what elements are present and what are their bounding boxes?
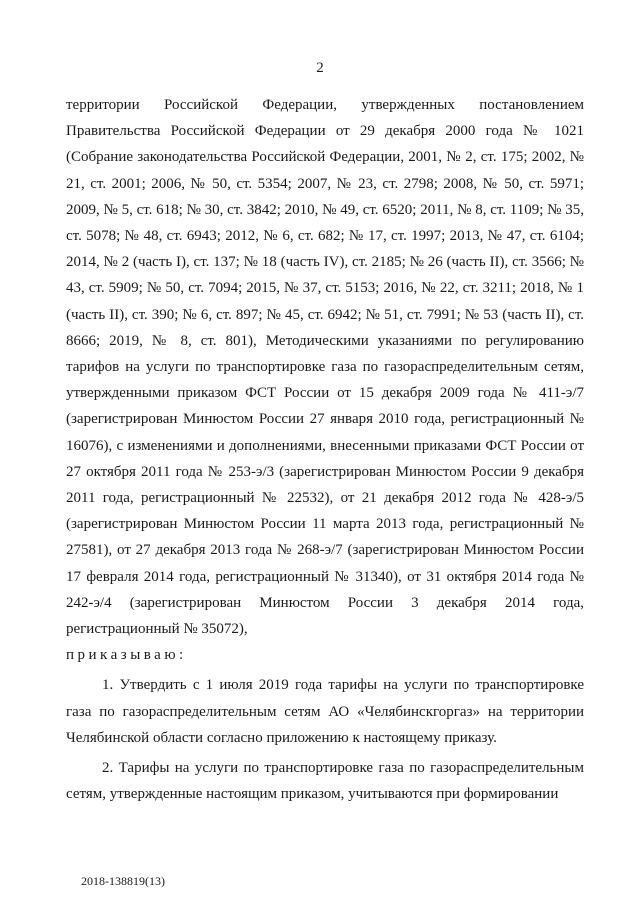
- intro-paragraph: территории Российской Федерации, утвержденных постановлением Правительства Российской Федерации от 29 декабря 2000 года № 1021 (Собрание законодательства Российской Федерации, 2001, № 2, ст. 175; 2002, № 21, ст. 2001; 2006, № 50, ст. 5354; 2007, № 23, ст. 2798; 2008, № 50, ст. 5971; 2009, № 5, ст. 618; № 30, ст. 3842; 2010, № 49, ст. 6520; 2011, № 8, ст. 1109; № 35, ст. 5078; № 48, ст. 6943; 2012, № 6, ст. 682; № 17, ст. 1997; 2013, № 47, ст. 6104; 2014, № 2 (часть I), ст. 137; № 18 (часть IV), ст. 2185; № 26 (часть II), ст. 3566; № 43, ст. 5909; № 50, ст. 7094; 2015, № 37, ст. 5153; 2016, № 22, ст. 3211; 2018, № 1 (часть II), ст. 390; № 6, ст. 897; № 45, ст. 6942; № 51, ст. 7991; № 53 (часть II), ст. 8666; 2019, № 8, ст. 801), Методическими указаниями по регулированию тарифов на услуги по транспортировке газа по газораспределительным сетям, утвержденными приказом ФСТ России от 15 декабря 2009 года № 411-э/7 (зарегистрирован Минюстом России 27 января 2010 года, регистрационный № 16076), с изменениями и дополнениями, внесенными приказами ФСТ России от 27 октября 2011 года № 253-э/3 (зарегистрирован Минюстом России 9 декабря 2011 года, регистрационный № 22532), от 21 декабря 2012 года № 428-э/5 (зарегистрирован Минюстом России 11 марта 2013 года, регистрационный № 27581), от 27 декабря 2013 года № 268-э/7 (зарегистрирован Минюстом России 17 февраля 2014 года, регистрационный № 31340), от 31 октября 2014 года № 242-э/4 (зарегистрирован Минюстом России 3 декабря 2014 года, регистрационный № 35072),: [66, 97, 584, 638]
- order-item-2: 2. Тарифы на услуги по транспортировке газа по газораспределительным сетям, утвержденные настоящим приказом, учитываются при формировании: [66, 760, 584, 803]
- document-body: [66, 92, 584, 807]
- order-item-1: 1. Утвердить с 1 июля 2019 года тарифы на услуги по транспортировке газа по газораспределительным сетям АО «Челябинскгоргаз» на территории Челябинской области согласно приложению к настоящему приказу.: [66, 677, 584, 746]
- page-number: 2: [316, 60, 324, 76]
- document-code: 2018-138819(13): [81, 874, 165, 888]
- order-heading: приказываю:: [66, 647, 187, 664]
